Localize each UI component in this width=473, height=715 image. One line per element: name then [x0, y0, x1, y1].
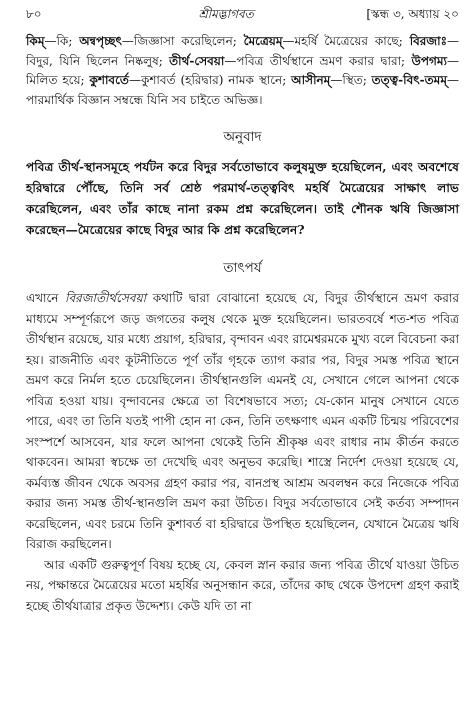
page-number: ৮০: [26, 7, 42, 21]
purport-paragraph-1: [26, 288, 459, 555]
gloss-term: কুশাবর্তে: [89, 73, 129, 87]
gloss-term: উপগম্য: [411, 53, 447, 68]
translation-heading: অনুবাদ: [223, 129, 262, 145]
gloss-meaning: —মিলিত হয়ে;: [26, 53, 459, 87]
gloss-term: তীর্থ-সেবয়া: [169, 53, 225, 68]
gloss-meaning: —বিদুর, যিনি ছিলেন নিষ্কলুষ;: [26, 34, 460, 68]
gloss-term: কিম্: [26, 34, 45, 48]
gloss-term: তত্ত্ব-বিৎ-তমম্: [371, 73, 447, 87]
chapter-reference: [স্কন্ধ ৩, অধ্যায় ২০: [366, 7, 459, 21]
gloss-term: মৈত্রেয়ম্: [243, 34, 283, 48]
gloss-term: বিরজাঃ: [409, 34, 448, 48]
purport-lead: এখানে: [26, 291, 66, 305]
gloss-meaning: —কি;: [44, 34, 80, 48]
page-header: [26, 6, 459, 28]
purport-italic-term: বিরজাতীর্থসেবয়া: [65, 291, 147, 305]
gloss-meaning: —স্থিত;: [330, 73, 372, 87]
gloss-term: আসীনম্: [291, 73, 331, 87]
word-for-word-gloss: [26, 32, 459, 110]
gloss-meaning: —মহর্ষি মৈত্রেয়ের কাছে;: [282, 34, 410, 48]
purport-text: কথাটি দ্বারা বোঝানো হয়েছে যে, বিদুর তীর্থস্থানে ভ্রমণ করার মাধ্যমে সম্পূর্ণরূপে জড় জগতের কলুষ থেকে মুক্ত হয়েছিলেন। ভারতবর্ষে শত-শত পবিত্র তীর্থস্থান রয়েছে, যার মধ্যে প্রয়াগ, হরিদ্বার, বৃন্দাবন এবং রামেশ্বরমকে মুখ্য বলে বিবেচনা করা হয়। রাজনীতি এবং কূটনীতিতে পূর্ণ তাঁর গৃহকে ত্যাগ করার পর, বিদুর সমস্ত পবিত্র স্থানে ভ্রমণ করে নির্মল হতে চেয়েছিলেন। তীর্থস্থানগুলি এমনই যে, সেখানে গেলে আপনা থেকে পবিত্র হওয়া যায়। বৃন্দাবনের ক্ষেত্রে তা বিশেষভাবে সত্য; যে-কোন মানুষ সেখানে যেতে পারে, এবং তা তিনি যতই পাপী হোন না কেন, তিনি তৎক্ষণাৎ এমন একটি চিন্ময় পরিবেশের সংস্পর্শে আসবেন, যার ফলে আপনা থেকেই তিনি শ্রীকৃষ্ণ এবং রাধার নাম কীর্তন করতে থাকবেন। আমরা স্বচক্ষে তা দেখেছি এবং অনুভব করেছি। শাস্ত্রে নির্দেশ দেওয়া হয়েছে যে, কর্মব্যস্ত জীবন থেকে অবসর গ্রহণ করার পর, বানপ্রস্থ আশ্রম অবলম্বন করে নিজেকে পবিত্র করার জন্য সমস্ত তীর্থ-স্থানগুলি ভ্রমণ করা উচিত। বিদুর সর্বতোভাবে সেই কর্তব্য সম্পাদন করেছিলেন, এবং চরমে তিনি কুশাবর্ত বা হরিদ্বারে উপস্থিত হয়েছিলেন, যেখানে মৈত্রেয় ঋষি বিরাজ করছিলেন।: [26, 291, 459, 551]
gloss-meaning: —পবিত্র তীর্থস্থানে ভ্রমণ করার দ্বারা;: [224, 53, 412, 68]
gloss-meaning: —জিজ্ঞাসা করেছিলেন;: [121, 34, 244, 48]
book-title: শ্রীমদ্ভাগবত: [198, 7, 254, 21]
purport-paragraph-2: আর একটি গুরুত্বপূর্ণ বিষয় হচ্ছে যে, কেবল স্নান করার জন্য পবিত্র তীর্থে যাওয়া উচিত নয়, পক্ষান্তরে মৈত্রেয়ের মতো মহর্ষির অনুসন্ধান করে, তাঁদের কাছ থেকে উপদেশ গ্রহণ করাই হচ্ছে তীর্থযাত্রার প্রকৃত উদ্দেশ্য। কেউ যদি তা না: [26, 557, 459, 613]
gloss-meaning: —পারমার্থিক বিজ্ঞান সম্বন্ধে যিনি সব চাইতে অভিজ্ঞ।: [26, 73, 459, 107]
gloss-meaning: —কুশাবর্ত (হরিদ্বার) নামক স্থানে;: [128, 73, 292, 87]
purport-heading: তাৎপর্য: [223, 260, 262, 276]
translation-text: পবিত্র তীর্থ-স্থানসমূহে পর্যটন করে বিদুর সর্বতোভাবে কলুষমুক্ত হয়েছিলেন, এবং অবশেষে হরিদ্বারে পৌঁছে, তিনি সর্ব শ্রেষ্ঠ পরমার্থ-তত্ত্ববিৎ মহর্ষি মৈত্রেয়ের সাক্ষাৎ লাভ করেছিলেন, এবং তাঁর কাছে নানা রকম প্রশ্ন করেছিলেন। তাই শৌনক ঋষি জিজ্ঞাসা করেছেন—মৈত্রেয়ের কাছে বিদুর আর কি প্রশ্ন করেছিলেন?: [26, 160, 459, 237]
gloss-term: অন্বপৃচ্ছৎ: [79, 34, 122, 48]
